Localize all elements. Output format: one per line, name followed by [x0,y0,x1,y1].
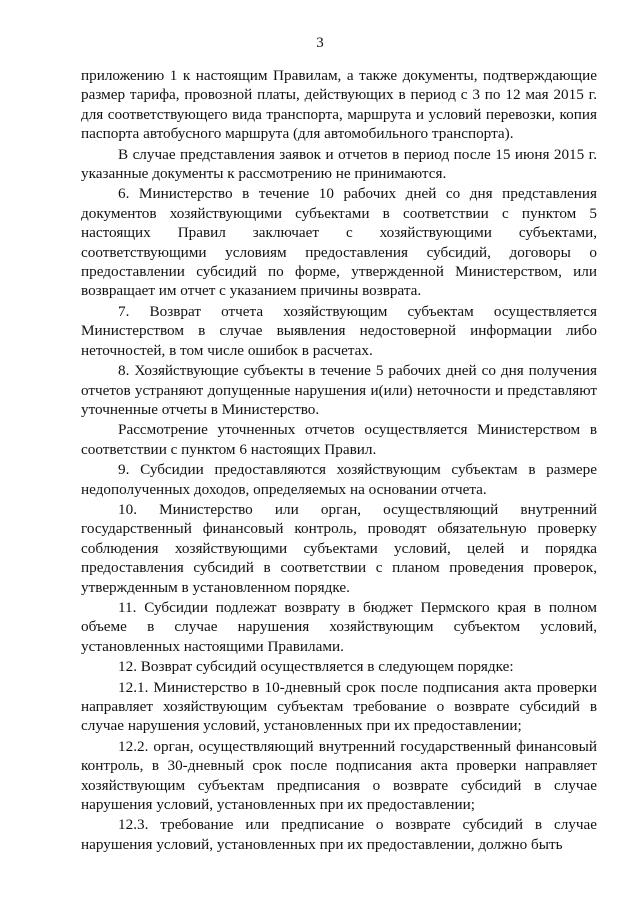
paragraph-continuation: приложению 1 к настоящим Правилам, а также документы, подтверждающие размер тарифа, провозной платы, действующих в период с 3 по 12 мая 2015 г. для соответствующего вида транспорта, маршрута и условий перевозки, копия паспорта автобусного маршрута (для автомобильного транспорта). [81,67,597,143]
document-body [81,66,597,854]
paragraph-clause-11: 11. Субсидии подлежат возврату в бюджет Пермского края в полном объеме в случае нарушения хозяйствующим субъектом условий, установленных настоящими Правилами. [81,598,597,655]
paragraph-clause-6: 6. Министерство в течение 10 рабочих дней со дня представления документов хозяйствующими субъектами в соответствии с пунктом 5 настоящих Правил заключает с хозяйствующими субъектами, соответствующими условиям предоставления субсидий, договоры о предоставлении субсидий по форме, утвержденной Министерством, или возвращает им отчет с указанием причины возврата. [81,185,597,300]
page-number: 3 [316,35,324,51]
paragraph-review-note: Рассмотрение уточненных отчетов осуществляется Министерством в соответствии с пунктом 6 настоящих Правил. [81,421,597,458]
paragraph-clause-10: 10. Министерство или орган, осуществляющий внутренний государственный финансовый контроль, проводят обязательную проверку соблюдения хозяйствующими субъектами условий, целей и порядка предоставления субсидий в соответствии с планом проведения проверок, утвержденным в установленном порядке. [81,500,597,596]
paragraph-clause-8: 8. Хозяйствующие субъекты в течение 5 рабочих дней со дня получения отчетов устраняют допущенные нарушения и(или) неточности и представляют уточненные отчеты в Министерство. [81,362,597,418]
paragraph-clause-9: 9. Субсидии предоставляются хозяйствующим субъектам в размере недополученных доходов, определяемых на основании отчета. [81,461,597,498]
paragraph-clause-12-3: 12.3. требование или предписание о возврате субсидий в случае нарушения условий, установленных при их предоставлении, должно быть [81,816,597,853]
paragraph-clause-7: 7. Возврат отчета хозяйствующим субъектам осуществляется Министерством в случае выявления недостоверной информации либо неточностей, в том числе ошибок в расчетах. [81,302,597,359]
paragraph-clause-12-2: 12.2. орган, осуществляющий внутренний государственный финансовый контроль, в 30-дневный срок после подписания акта проверки направляет хозяйствующим субъектам предписания о возврате субсидий в случае нарушения условий, установленных при их предоставлении; [81,737,597,814]
paragraph-clause-12-1: 12.1. Министерство в 10-дневный срок после подписания акта проверки направляет хозяйствующим субъектам требование о возврате субсидий в случае нарушения условий, установленных при их предоставлении; [81,678,597,735]
paragraph-deadline-note: В случае представления заявок и отчетов в период после 15 июня 2015 г. указанные документы к рассмотрению не принимаются. [81,145,597,183]
paragraph-clause-12: 12. Возврат субсидий осуществляется в следующем порядке: [118,658,514,676]
